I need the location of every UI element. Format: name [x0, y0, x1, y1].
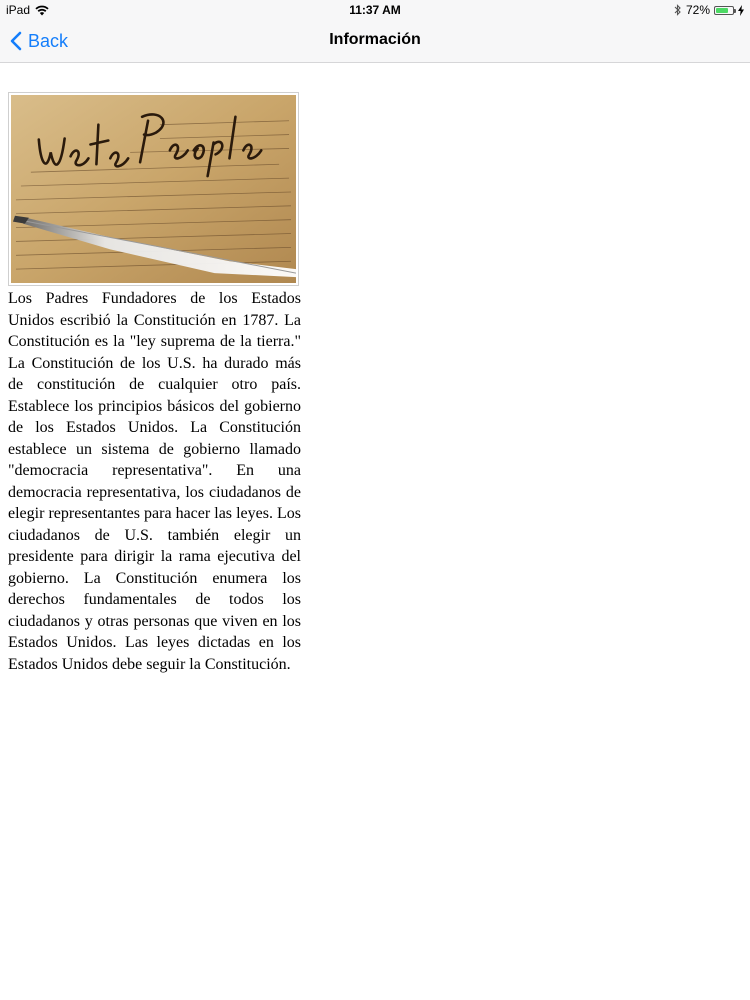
- article-content: [8, 92, 301, 675]
- article-body: Los Padres Fundadores de los Estados Unidos escribió la Constitución en 1787. La Constitución es la "ley suprema de la tierra." La Constitución de los U.S. ha durado más de constitución de cualquier otro país. Establece los principios básicos del gobierno de los Estados Unidos. La Constitución establece un sistema de gobierno llamado "democracia representativa". En una democracia representativa, los ciudadanos de elegir representantes para hacer las leyes. Los ciudadanos de U.S. también elegir un presidente para dirigir la rama ejecutiva del gobierno. La Constitución enumera los derechos fundamentales de todos los ciudadanos y otras personas que viven en los Estados Unidos. Las leyes dictadas en los Estados Unidos debe seguir la Constitución.: [8, 290, 301, 673]
- constitution-parchment-image: [11, 95, 296, 283]
- status-right: [674, 3, 744, 17]
- image-caption: We the People: [149, 278, 157, 280]
- bluetooth-icon: [674, 4, 682, 16]
- battery-level-fill: [716, 8, 728, 13]
- status-time: 11:37 AM: [349, 3, 401, 17]
- navigation-bar: [0, 20, 750, 63]
- constitution-image: [8, 92, 299, 286]
- status-bar: [0, 0, 750, 20]
- battery-percent: 72%: [685, 3, 710, 17]
- charging-icon: [738, 5, 744, 16]
- page-title: Información: [329, 31, 421, 48]
- device-name: iPad: [6, 3, 31, 17]
- back-label: Back: [28, 30, 69, 51]
- battery-icon: [714, 6, 734, 15]
